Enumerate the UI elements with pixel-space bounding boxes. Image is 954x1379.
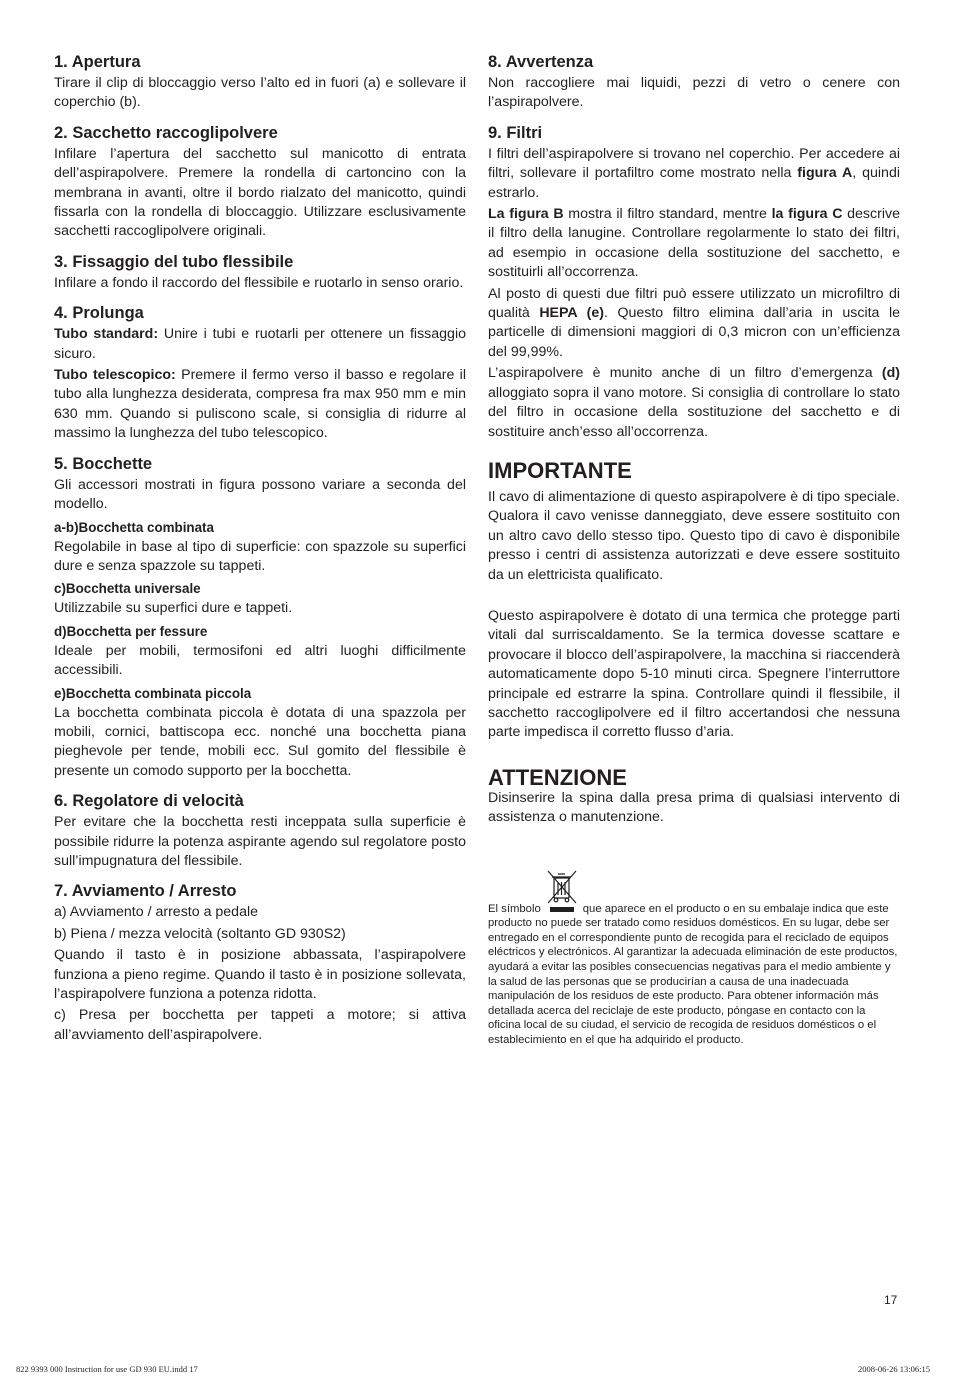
section-text: Infilare a fondo il raccordo del flessibile e ruotarlo in senso orario.	[54, 274, 464, 291]
section-title: 1. Apertura	[54, 53, 141, 71]
footer-timestamp: 2008-06-26 13:06:15	[858, 1364, 931, 1374]
subsection-title: c)Bocchetta universale	[54, 581, 201, 597]
section-text: Quando il tasto è in posizione abbassata, l’aspirapolvere funziona a pieno regime. Quando il tasto è in posizione sollevata, l’aspirapolvere funziona a potenza ridotta.	[54, 947, 466, 1002]
subsection-title: e)Bocchetta combinata piccola	[54, 685, 252, 701]
section-avviamento	[54, 881, 466, 1045]
section-text: Questo aspirapolvere è dotato di una termica che protegge parti vitali dal surriscaldamento. Se la termica dovesse scattare e provocare il blocco dell’aspirapolvere, la macchina si riaccenderà automaticamente dopo 5-10 minuti circa. Spegnere l’interruttore principale ed estrarre la spina. Controllare quindi il flessibile, il sacchetto raccoglipolvere ed il filtro accertandosi che nessuna parte impedisca il corretto flusso d’aria.	[488, 607, 900, 741]
section-fissaggio	[54, 252, 466, 293]
section-text: Gli accessori mostrati in figura possono variare a seconda del modello.	[54, 476, 466, 513]
section-regolatore	[54, 791, 466, 871]
section-apertura	[54, 52, 466, 113]
section-title: ATTENZIONE	[488, 764, 627, 790]
section-title: 5. Bocchette	[54, 454, 153, 473]
subsection-text: La bocchetta combinata piccola è dotata di una spazzola per mobili, cornici, battiscopa ecc. nonché una bocchetta piana pieghevole per tende, mobili ecc. Sul gomito del flessibile è presente un comodo supporto per la bocchetta.	[54, 704, 466, 779]
section-title: IMPORTANTE	[488, 457, 632, 483]
subsection-title: a-b)Bocchetta combinata	[54, 519, 214, 535]
section-title: 3. Fissaggio del tubo flessibile	[54, 252, 294, 271]
crossed-out-bin-icon	[545, 872, 579, 914]
weee-notice	[488, 872, 900, 1048]
section-sacchetto	[54, 123, 466, 242]
filtri-p2: La figura B mostra il filtro standard, mentre la figura C descrive il filtro della lanugine. Controllare regolarmente lo stato dei filtri, ad esempio in occasione della sostituzione del sacchetto, e sostituirli all’occorrenza.	[488, 206, 900, 281]
section-avvertenza	[488, 52, 900, 113]
right-column	[488, 52, 900, 1048]
section-filtri	[488, 123, 900, 442]
tubo-telescopico-text: Tubo telescopico: Premere il fermo verso il basso e regolare il tubo alla lunghezza desiderata, compresa fra max 950 mm e min 630 mm. Quando si puliscono scale, si consiglia di ridurre al massimo la lunghezza del tubo telescopico.	[54, 367, 466, 442]
section-bocchette	[54, 454, 466, 781]
section-text: Disinserire la spina dalla presa prima di qualsiasi intervento di assistenza o manutenzione.	[488, 789, 900, 826]
filtri-p4: L’aspirapolvere è munito anche di un filtro d’emergenza (d) alloggiato sopra il vano motore. Si consiglia di controllare lo stato del filtro in occasione della sostituzione del sacchetto e di sostituire anch’esso all’occorrenza.	[488, 365, 900, 440]
subsection-text: Utilizzabile su superfici dure e tappeti.	[54, 600, 293, 617]
subsection-text: Regolabile in base al tipo di superficie: con spazzole su superfici dure e senza spazzole su tappeti.	[54, 538, 466, 574]
filtri-p1: I filtri dell’aspirapolvere si trovano nel coperchio. Per accedere ai filtri, sollevare il portafiltro come mostrato nella figura A, quindi estrarlo.	[488, 145, 900, 201]
subsection-title: d)Bocchetta per fessure	[54, 623, 208, 639]
section-text: Per evitare che la bocchetta resti inceppata sulla superficie è possibile ridurre la potenza aspirante agendo sul regolatore posto sull’impugnatura del flessibile.	[54, 814, 466, 869]
section-title: 8. Avvertenza	[488, 53, 594, 71]
section-title: 2. Sacchetto raccoglipolvere	[54, 123, 278, 142]
section-attenzione	[488, 765, 900, 828]
item-b: b) Piena / mezza velocità (soltanto GD 930S2)	[54, 925, 346, 942]
tubo-standard-text: Tubo standard: Unire i tubi e ruotarli per ottenere un fissaggio sicuro.	[54, 326, 466, 362]
section-text: Infilare l’apertura del sacchetto sul manicotto di entrata dell’aspirapolvere. Premere la rondella di cartoncino con la membrana in avanti, oltre il bordo rialzato del manicotto, quindi fissarla con la rondella di bloccaggio. Utilizzare esclusivamente sacchetti raccoglipolvere originali.	[54, 145, 466, 240]
item-a: a) Avviamento / arresto a pedale	[54, 904, 258, 921]
footer-file-info: 822 9393 000 Instruction for use GD 930 EU.indd 17	[16, 1364, 198, 1374]
section-title: 4. Prolunga	[54, 304, 144, 323]
weee-text: El símbolo que aparece en el producto o en su embalaje indica que este producto no puede ser tratado como residuos domésticos. En su lugar, debe ser entregado en el correspondiente punto de recogida para el reciclado de equipos eléctricos y electrónicos. Al garantizar la adecuada eliminación de este productos, ayudará a evitar las posibles consecuencias negativas para el medio ambiente y la salud de las personas que se producirían a causa de una inadecuada manipulación de los residuos de este producto. Para obtener información más detallada acerca del reciclaje de este producto, póngase en contacto con la oficina local de su ciudad, el servicio de recogida de residuos domésticos o el establecimiento en el que ha adquirido el producto.	[488, 872, 900, 1048]
tubo-telescopico-label: Tubo telescopico:	[54, 367, 176, 384]
section-text: Il cavo di alimentazione di questo aspirapolvere è di tipo speciale. Qualora il cavo venisse danneggiato, deve essere sostituito con un altro cavo dello stesso tipo. Questo tipo di cavo è disponibile presso i centri di assistenza autorizzati e deve essere sostituito da un elettricista qualificato.	[488, 488, 900, 583]
item-c: c) Presa per bocchetta per tappeti a motore; si attiva all’avviamento dell’aspirapolvere.	[54, 1007, 466, 1043]
subsection-text: Ideale per mobili, termosifoni ed altri luoghi difficilmente accessibili.	[54, 642, 466, 679]
section-title: 9. Filtri	[488, 123, 543, 142]
section-importante	[488, 458, 900, 743]
tubo-standard-label: Tubo standard:	[54, 326, 159, 343]
left-column	[54, 52, 466, 1055]
section-title: 6. Regolatore di velocità	[54, 792, 244, 811]
filtri-p3: Al posto di questi due filtri può essere utilizzato un microfiltro di qualità HEPA (e). Questo filtro elimina dall’aria in uscita le particelle di dimensioni maggiori di 0,3 micron con un’efficienza del 99,99%.	[488, 285, 900, 360]
section-prolunga	[54, 303, 466, 443]
section-text: Non raccogliere mai liquidi, pezzi di vetro o cenere con l’aspirapolvere.	[488, 75, 900, 111]
section-title: 7. Avviamento / Arresto	[54, 882, 237, 901]
section-text: Tirare il clip di bloccaggio verso l’alto ed in fuori (a) e sollevare il coperchio (b).	[54, 75, 466, 111]
page-number: 17	[884, 1293, 898, 1307]
